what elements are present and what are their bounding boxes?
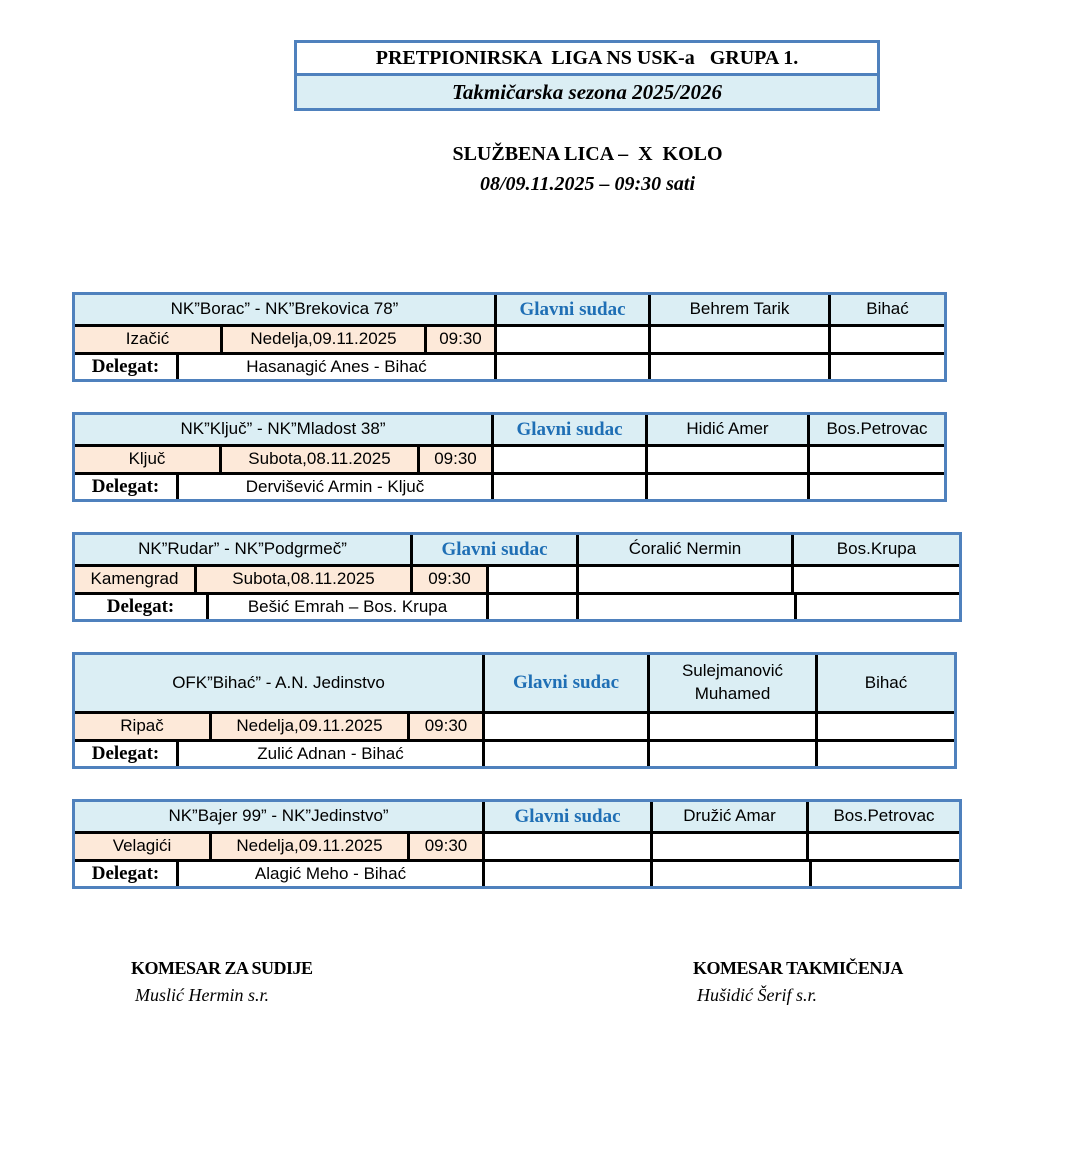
signature-title: KOMESAR TAKMIČENJA [693, 958, 903, 978]
match-table [72, 412, 947, 502]
delegate-label: Delegat: [75, 472, 176, 499]
delegate-name: Hasanagić Anes - Bihać [176, 352, 494, 379]
empty-cell [494, 324, 648, 352]
match-table [72, 652, 957, 769]
signature-competition-commissioner [693, 958, 903, 1006]
match-time: 09:30 [407, 831, 482, 859]
referee-city: Bos.Krupa [791, 535, 959, 564]
empty-cell [791, 564, 959, 592]
empty-cell [482, 739, 647, 766]
empty-cell [576, 592, 794, 619]
signature-referee-commissioner [131, 958, 313, 1006]
referee-name: Behrem Tarik [648, 295, 828, 324]
referee-name [647, 655, 815, 711]
referee-label: Glavni sudac [482, 655, 647, 711]
empty-cell [647, 739, 815, 766]
empty-cell [794, 592, 959, 619]
signature-title: KOMESAR ZA SUDIJE [131, 958, 313, 978]
empty-cell [576, 564, 791, 592]
match-venue: Izačić [75, 324, 220, 352]
match-date: Nedelja,09.11.2025 [209, 831, 407, 859]
empty-cell [650, 859, 809, 886]
empty-cell [648, 324, 828, 352]
referee-label: Glavni sudac [491, 415, 645, 444]
empty-cell [806, 831, 959, 859]
delegate-name: Alagić Meho - Bihać [176, 859, 482, 886]
match-date: Subota,08.11.2025 [219, 444, 417, 472]
empty-cell [828, 352, 944, 379]
referee-city: Bos.Petrovac [806, 802, 959, 831]
referee-city: Bos.Petrovac [807, 415, 944, 444]
empty-cell [482, 859, 650, 886]
empty-cell [828, 324, 944, 352]
empty-cell [494, 352, 648, 379]
empty-cell [486, 564, 576, 592]
signature-name: Muslić Hermin s.r. [135, 985, 269, 1005]
match-teams: NK”Borac” - NK”Brekovica 78” [75, 295, 494, 324]
match-time: 09:30 [424, 324, 494, 352]
referee-name-line2: Muhamed [694, 684, 771, 703]
empty-cell [482, 831, 650, 859]
empty-cell [486, 592, 576, 619]
match-venue: Ripač [75, 711, 209, 739]
match-time: 09:30 [407, 711, 482, 739]
delegate-name: Dervišević Armin - Ključ [176, 472, 491, 499]
referee-name: Hidić Amer [645, 415, 807, 444]
delegate-label: Delegat: [75, 352, 176, 379]
match-time: 09:30 [410, 564, 486, 592]
empty-cell [809, 859, 959, 886]
delegate-label: Delegat: [75, 739, 176, 766]
match-venue: Ključ [75, 444, 219, 472]
match-teams: NK”Rudar” - NK”Podgrmeč” [75, 535, 410, 564]
referee-label: Glavni sudac [494, 295, 648, 324]
referee-name-line1: Sulejmanović [681, 661, 784, 681]
round-title: SLUŽBENA LICA – X KOLO [452, 143, 723, 165]
match-table [72, 799, 962, 889]
signature-name: Hušidić Šerif s.r. [697, 985, 818, 1005]
match-date: Subota,08.11.2025 [194, 564, 410, 592]
match-venue: Kamengrad [75, 564, 194, 592]
delegate-label: Delegat: [75, 592, 206, 619]
referee-label: Glavni sudac [410, 535, 576, 564]
season-label: Takmičarska sezona 2025/2026 [297, 76, 877, 108]
match-table [72, 292, 947, 382]
referee-city: Bihać [828, 295, 944, 324]
empty-cell [491, 444, 645, 472]
empty-cell [645, 472, 807, 499]
match-date: Nedelja,09.11.2025 [220, 324, 424, 352]
round-date-time: 08/09.11.2025 – 09:30 sati [479, 173, 695, 195]
league-header [294, 40, 880, 111]
empty-cell [807, 472, 944, 499]
match-teams: NK”Ključ” - NK”Mladost 38” [75, 415, 491, 444]
match-time: 09:30 [417, 444, 491, 472]
referee-label: Glavni sudac [482, 802, 650, 831]
referee-name: Družić Amar [650, 802, 806, 831]
empty-cell [482, 711, 647, 739]
match-date: Nedelja,09.11.2025 [209, 711, 407, 739]
delegate-name: Zulić Adnan - Bihać [176, 739, 482, 766]
delegate-label: Delegat: [75, 859, 176, 886]
empty-cell [650, 831, 806, 859]
empty-cell [648, 352, 828, 379]
empty-cell [807, 444, 944, 472]
empty-cell [491, 472, 645, 499]
empty-cell [645, 444, 807, 472]
match-teams: NK”Bajer 99” - NK”Jedinstvo” [75, 802, 482, 831]
league-title: PRETPIONIRSKA LIGA NS USK-a GRUPA 1. [297, 43, 877, 76]
match-table [72, 532, 962, 622]
empty-cell [647, 711, 815, 739]
empty-cell [815, 711, 954, 739]
match-venue: Velagići [75, 831, 209, 859]
referee-city: Bihać [815, 655, 954, 711]
referee-name: Ćoralić Nermin [576, 535, 791, 564]
empty-cell [815, 739, 954, 766]
delegate-name: Bešić Emrah – Bos. Krupa [206, 592, 486, 619]
match-teams: OFK”Bihać” - A.N. Jedinstvo [75, 655, 482, 711]
